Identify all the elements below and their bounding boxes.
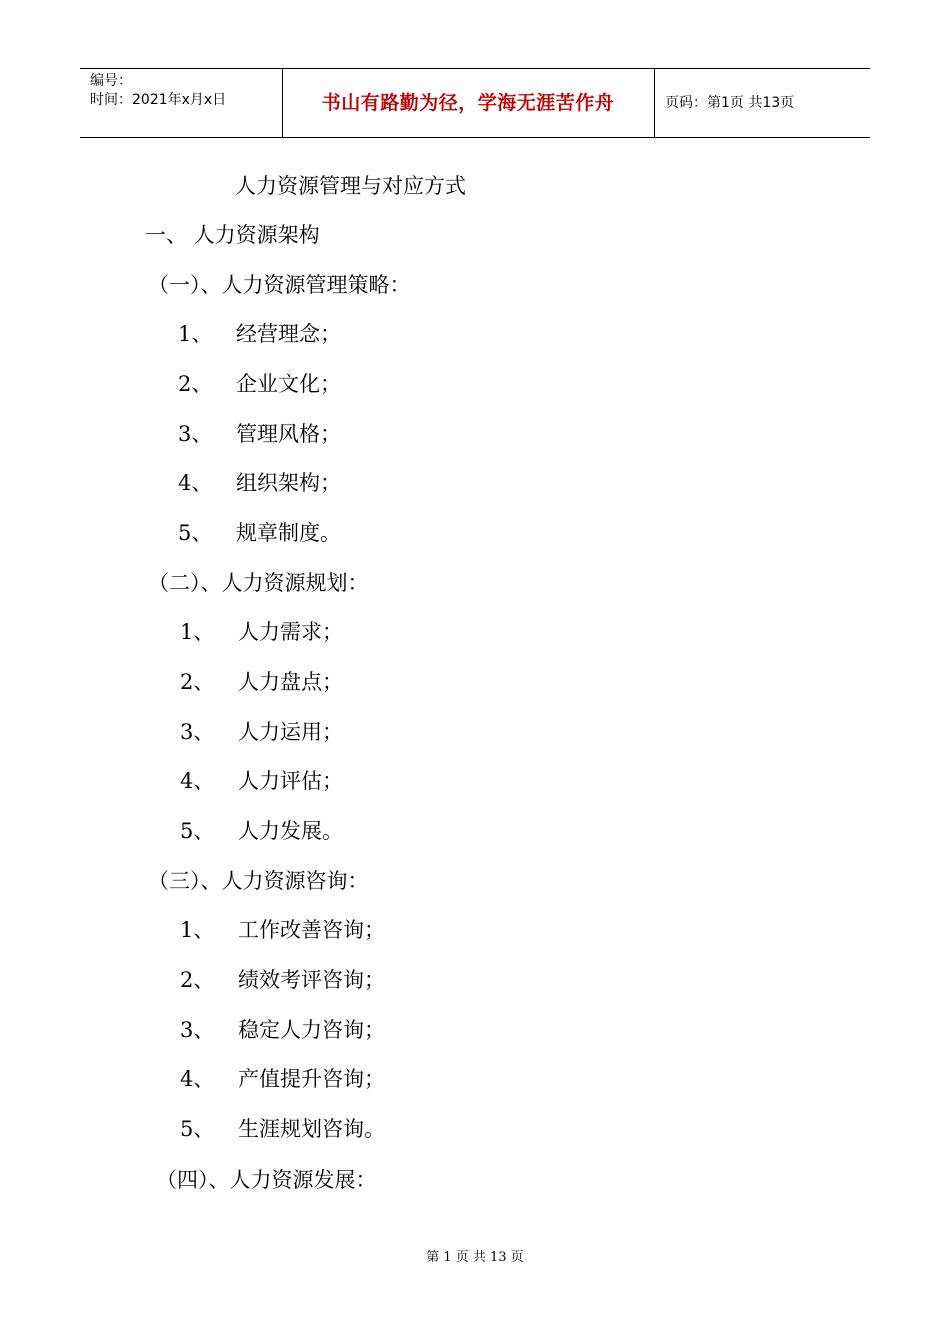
list-item-number: 3、 [180, 1018, 215, 1042]
list-item-text: 稳定人力咨询； [238, 1018, 385, 1042]
list-item-text: 经营理念； [236, 322, 341, 346]
list-item-text: 工作改善咨询； [238, 918, 385, 942]
list-item-text: 产值提升咨询； [238, 1067, 385, 1091]
list-item [180, 767, 343, 795]
list-item-number: 1、 [180, 918, 215, 942]
list-item-number: 1、 [178, 322, 213, 346]
list-item-number: 5、 [178, 521, 213, 545]
list-item [178, 469, 341, 497]
list-item-number: 5、 [180, 1117, 215, 1141]
list-item-number: 3、 [178, 422, 213, 446]
list-item [180, 966, 385, 994]
list-item-number: 5、 [180, 819, 215, 843]
list-item-number: 2、 [180, 670, 215, 694]
list-item-number: 3、 [180, 720, 215, 744]
list-item [178, 320, 341, 348]
list-item-number: 4、 [178, 471, 213, 495]
document-title: 人力资源管理与对应方式 [235, 174, 466, 198]
document-header [80, 68, 870, 138]
list-item-number: 4、 [180, 769, 215, 793]
list-item [180, 1115, 385, 1143]
page-footer: 第 1 页 共 13 页 [426, 1250, 524, 1265]
list-item-text: 管理风格； [236, 422, 341, 446]
list-item [180, 817, 343, 845]
list-item-text: 企业文化； [236, 372, 341, 396]
list-item-text: 人力运用； [238, 720, 343, 744]
list-item-text: 人力需求； [238, 620, 343, 644]
list-item-number: 2、 [178, 372, 213, 396]
list-item [180, 916, 385, 944]
list-item-text: 规章制度。 [236, 521, 341, 545]
number-label: 编号： [90, 73, 132, 89]
header-page-label: 页码：第1页 共13页 [665, 95, 795, 111]
list-item [180, 1016, 385, 1044]
list-item-text: 生涯规划咨询。 [238, 1117, 385, 1141]
list-item-text: 人力发展。 [238, 819, 343, 843]
list-item-number: 4、 [180, 1067, 215, 1091]
subsection-heading: （二）、人力资源规划： [148, 571, 369, 595]
header-motto: 书山有路勤为径，学海无涯苦作舟 [282, 69, 655, 137]
list-item-text: 人力评估； [238, 769, 343, 793]
header-info-cell [80, 69, 283, 137]
list-item [178, 370, 341, 398]
time-label: 时间：2021年x月x日 [90, 92, 227, 108]
list-item-text: 组织架构； [236, 471, 341, 495]
list-item-text: 绩效考评咨询； [238, 968, 385, 992]
list-item-number: 2、 [180, 968, 215, 992]
list-item [178, 519, 341, 547]
list-item [180, 718, 343, 746]
list-item [180, 618, 343, 646]
list-item [178, 420, 341, 448]
subsection-heading: （四）、人力资源发展： [156, 1168, 377, 1192]
subsection-heading: （三）、人力资源咨询： [148, 869, 369, 893]
section-heading: 一、 人力资源架构 [145, 223, 320, 247]
list-item [180, 668, 343, 696]
list-item [180, 1065, 385, 1093]
list-item-text: 人力盘点； [238, 670, 343, 694]
list-item-number: 1、 [180, 620, 215, 644]
subsection-heading: （一）、人力资源管理策略： [148, 273, 411, 297]
